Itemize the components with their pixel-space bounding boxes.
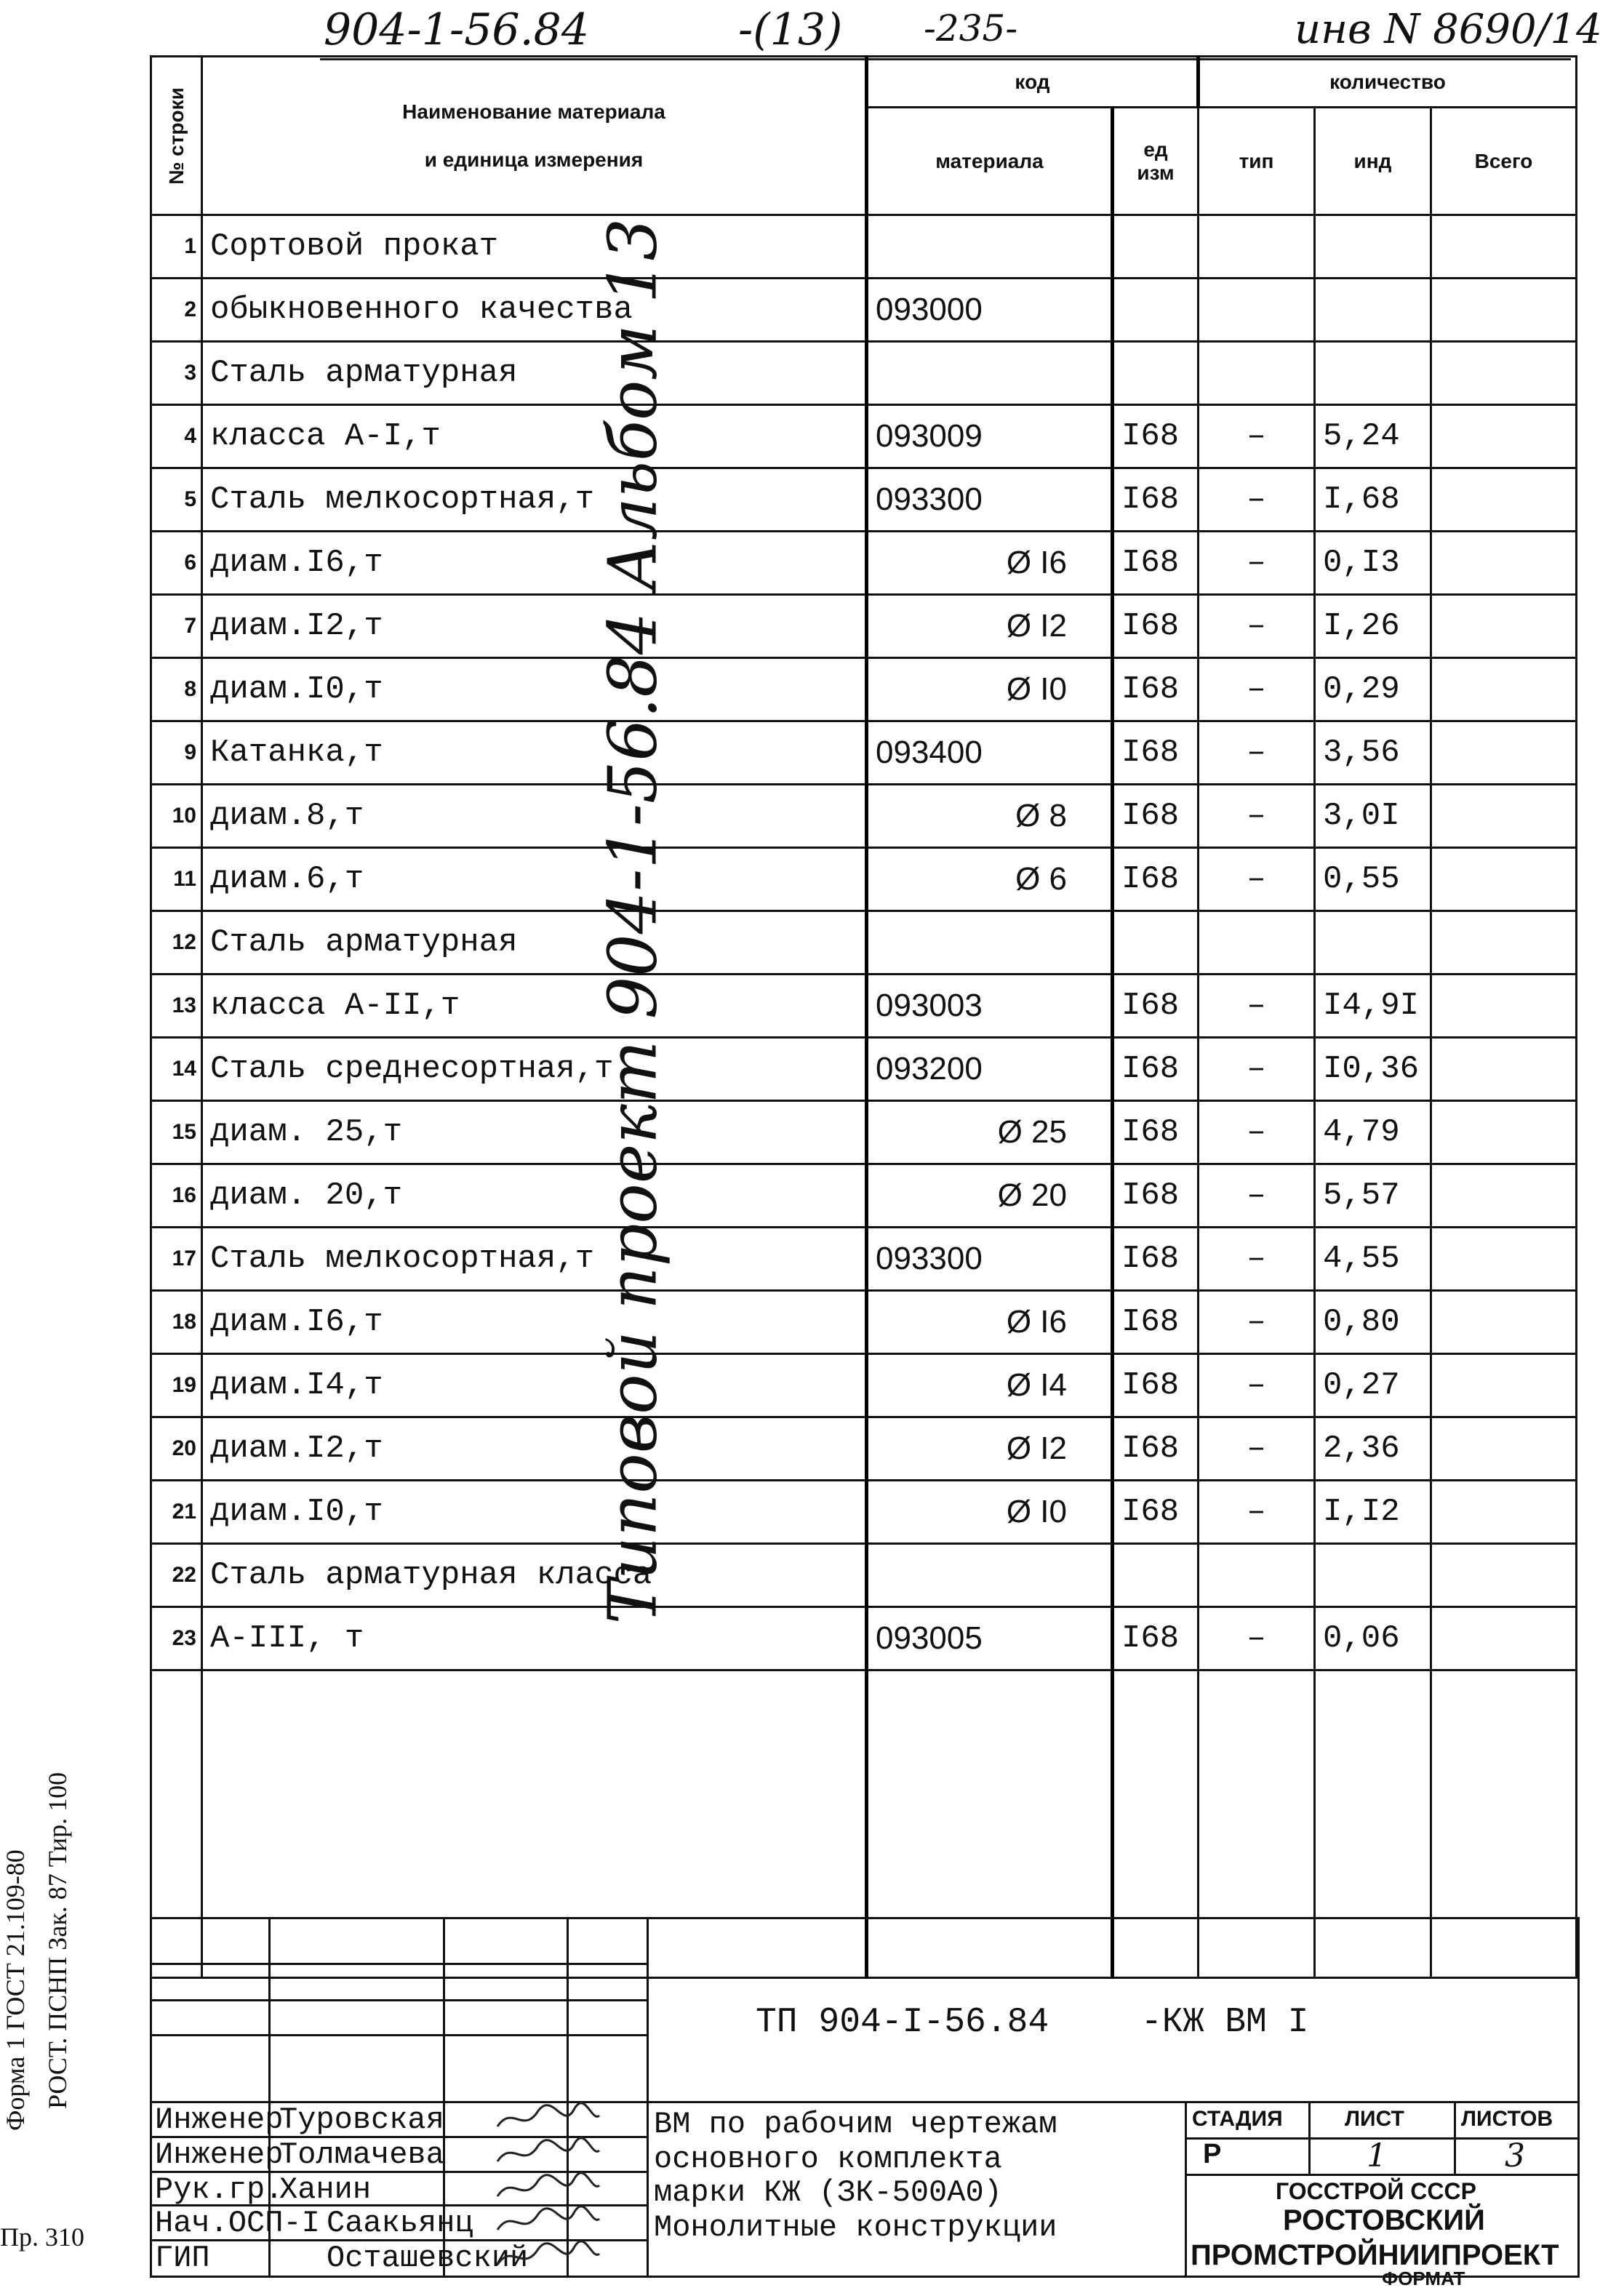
signer-name: Ханин: [279, 2172, 372, 2207]
material-code: 093200: [867, 1038, 1113, 1101]
qty-individual: 4,79: [1315, 1101, 1431, 1164]
unit-code: [1113, 342, 1199, 405]
table-row: [151, 342, 1577, 405]
row-number: 2: [151, 279, 202, 342]
qty-total: [1431, 1417, 1577, 1481]
qty-type: –: [1199, 1164, 1315, 1228]
signer-role: Рук.гр.: [155, 2172, 284, 2207]
unit-code: [1113, 911, 1199, 975]
table-row: [151, 911, 1577, 975]
table-row: [151, 595, 1577, 658]
row-number: 17: [151, 1228, 202, 1291]
qty-type: –: [1199, 658, 1315, 721]
row-number: 5: [151, 468, 202, 532]
qty-individual: 2,36: [1315, 1417, 1431, 1481]
header-rownum: № строки: [151, 57, 202, 215]
inventory-number-handwritten: инв N 8690/14: [1295, 6, 1602, 53]
table-row: [151, 1228, 1577, 1291]
material-code: 093009: [867, 405, 1113, 468]
org-line-1: ГОССТРОЙ СССР: [1276, 2178, 1476, 2204]
material-name: Сталь среднесортная,т: [202, 1038, 867, 1101]
material-code: Ø 25: [867, 1101, 1113, 1164]
stage-value: Р: [1203, 2139, 1222, 2169]
unit-code: I68: [1113, 1164, 1199, 1228]
desc-line-3: марки КЖ (ЗК-500А0): [654, 2175, 1002, 2210]
stage-label: СТАДИЯ: [1192, 2107, 1283, 2131]
qty-total: [1431, 658, 1577, 721]
material-code: [867, 215, 1113, 279]
material-name: класса А-I,т: [202, 405, 867, 468]
row-number: 19: [151, 1354, 202, 1417]
qty-individual: 0,29: [1315, 658, 1431, 721]
qty-type: –: [1199, 595, 1315, 658]
qty-type: [1199, 911, 1315, 975]
org-line-3: ПРОМСТРОЙНИИПРОЕКТ: [1191, 2239, 1559, 2271]
qty-type: [1199, 279, 1315, 342]
table-row: [151, 1354, 1577, 1417]
material-name: диам.I0,т: [202, 1481, 867, 1544]
desc-line-2: основного комплекта: [654, 2142, 1002, 2177]
material-code: Ø 20: [867, 1164, 1113, 1228]
material-code: Ø 8: [867, 785, 1113, 848]
qty-individual: [1315, 911, 1431, 975]
table-row: [151, 1291, 1577, 1354]
qty-total: [1431, 1164, 1577, 1228]
qty-type: [1199, 342, 1315, 405]
qty-total: [1431, 1354, 1577, 1417]
material-name: Сталь мелкосортная,т: [202, 468, 867, 532]
table-row: [151, 1417, 1577, 1481]
header-tip: тип: [1199, 108, 1315, 215]
unit-code: I68: [1113, 595, 1199, 658]
desc-line-4: Монолитные конструкции: [654, 2210, 1057, 2245]
qty-total: [1431, 1228, 1577, 1291]
qty-individual: 0,55: [1315, 848, 1431, 911]
margin-note-vertical: Типовой проект 904-1-56.84 Альбом 13: [593, 218, 672, 1625]
qty-type: –: [1199, 1607, 1315, 1670]
qty-type: [1199, 215, 1315, 279]
material-code: 093003: [867, 975, 1113, 1038]
qty-individual: [1315, 342, 1431, 405]
header-quantity: количество: [1199, 57, 1577, 108]
page-number-handwritten: -235-: [924, 7, 1018, 49]
material-code: [867, 342, 1113, 405]
table-row: [151, 1481, 1577, 1544]
material-name: Сталь арматурная класса: [202, 1544, 867, 1607]
table-row: [151, 1038, 1577, 1101]
qty-individual: I0,36: [1315, 1038, 1431, 1101]
row-number: 18: [151, 1291, 202, 1354]
unit-code: I68: [1113, 1038, 1199, 1101]
material-name: Сталь арматурная: [202, 911, 867, 975]
signer-name: Саакьянц: [327, 2206, 473, 2241]
material-code: 093005: [867, 1607, 1113, 1670]
qty-total: [1431, 532, 1577, 595]
pr-label: Пр. 310: [0, 2222, 84, 2252]
sheet-value: 1: [1367, 2137, 1387, 2174]
material-name: диам. 25,т: [202, 1101, 867, 1164]
qty-total: [1431, 279, 1577, 342]
material-name: А-III, т: [202, 1607, 867, 1670]
unit-code: I68: [1113, 1607, 1199, 1670]
qty-individual: I,68: [1315, 468, 1431, 532]
qty-individual: I4,9I: [1315, 975, 1431, 1038]
qty-type: –: [1199, 1481, 1315, 1544]
qty-individual: I,26: [1315, 595, 1431, 658]
qty-type: –: [1199, 975, 1315, 1038]
row-number: 9: [151, 721, 202, 785]
material-name: Сталь арматурная: [202, 342, 867, 405]
signer-role: ГИП: [155, 2241, 210, 2276]
unit-code: I68: [1113, 1354, 1199, 1417]
unit-code: I68: [1113, 848, 1199, 911]
doc-code: ТП 904-I-56.84: [756, 2003, 1049, 2042]
table-row: [151, 848, 1577, 911]
qty-individual: 4,55: [1315, 1228, 1431, 1291]
table-row: [151, 215, 1577, 279]
unit-code: I68: [1113, 532, 1199, 595]
row-number: 16: [151, 1164, 202, 1228]
qty-total: [1431, 785, 1577, 848]
unit-code: I68: [1113, 405, 1199, 468]
title-block: [150, 1917, 1580, 2278]
qty-total: [1431, 1544, 1577, 1607]
material-code: Ø I2: [867, 1417, 1113, 1481]
row-number: 13: [151, 975, 202, 1038]
qty-type: [1199, 1544, 1315, 1607]
qty-total: [1431, 848, 1577, 911]
qty-total: [1431, 1481, 1577, 1544]
unit-code: I68: [1113, 975, 1199, 1038]
signer-role: Инженер: [155, 2102, 284, 2137]
material-name: диам.I4,т: [202, 1354, 867, 1417]
unit-code: I68: [1113, 468, 1199, 532]
unit-code: [1113, 1544, 1199, 1607]
table-row: [151, 532, 1577, 595]
qty-total: [1431, 721, 1577, 785]
table-row: [151, 1101, 1577, 1164]
material-code: Ø I6: [867, 1291, 1113, 1354]
unit-code: [1113, 215, 1199, 279]
doc-mark: -КЖ ВМ I: [1141, 2003, 1309, 2042]
qty-individual: 0,27: [1315, 1354, 1431, 1417]
signature-scribble: [494, 2136, 603, 2171]
material-name: диам.8,т: [202, 785, 867, 848]
qty-individual: 0,I3: [1315, 532, 1431, 595]
qty-total: [1431, 1291, 1577, 1354]
sheets-label: ЛИСТОВ: [1461, 2107, 1553, 2131]
row-number: 1: [151, 215, 202, 279]
table-body: [151, 215, 1577, 1978]
table-row: [151, 975, 1577, 1038]
table-row: [151, 1164, 1577, 1228]
format-label: ФОРМАТ: [1382, 2268, 1465, 2289]
signer-name: Толмачева: [279, 2137, 444, 2172]
qty-type: –: [1199, 468, 1315, 532]
material-code: [867, 1544, 1113, 1607]
qty-individual: 3,0I: [1315, 785, 1431, 848]
row-number: 4: [151, 405, 202, 468]
row-number: 8: [151, 658, 202, 721]
table-row: [151, 721, 1577, 785]
material-name: диам.I0,т: [202, 658, 867, 721]
row-number: 14: [151, 1038, 202, 1101]
qty-individual: [1315, 1544, 1431, 1607]
header-ind: инд: [1315, 108, 1431, 215]
material-name: обыкновенного качества: [202, 279, 867, 342]
qty-type: –: [1199, 1038, 1315, 1101]
signature-scribble: [494, 2239, 603, 2274]
material-name: диам.6,т: [202, 848, 867, 911]
qty-type: –: [1199, 1291, 1315, 1354]
signer-role: Нач.ОСП-I: [155, 2206, 320, 2241]
desc-line-1: ВМ по рабочим чертежам: [654, 2107, 1057, 2142]
qty-individual: 5,24: [1315, 405, 1431, 468]
row-number: 10: [151, 785, 202, 848]
unit-code: I68: [1113, 1228, 1199, 1291]
header-kod: код: [867, 57, 1199, 108]
album-number-handwritten: -(13): [738, 4, 843, 55]
material-name: Сталь мелкосортная,т: [202, 1228, 867, 1291]
material-name: диам.I6,т: [202, 532, 867, 595]
sheets-value: 3: [1505, 2137, 1525, 2174]
table-row: [151, 658, 1577, 721]
qty-type: –: [1199, 1354, 1315, 1417]
print-run-label: РОСТ. ПСНП Зак. 87 Тир. 100: [43, 1772, 72, 2109]
table-row: [151, 1544, 1577, 1607]
qty-individual: 3,56: [1315, 721, 1431, 785]
qty-individual: 0,06: [1315, 1607, 1431, 1670]
row-number: 22: [151, 1544, 202, 1607]
material-name: диам.I2,т: [202, 1417, 867, 1481]
unit-code: I68: [1113, 1101, 1199, 1164]
material-code: 093000: [867, 279, 1113, 342]
unit-code: I68: [1113, 1291, 1199, 1354]
header-name: Наименование материала и единица измерения: [202, 57, 867, 215]
material-code: 093300: [867, 468, 1113, 532]
material-name: диам.I6,т: [202, 1291, 867, 1354]
qty-total: [1431, 911, 1577, 975]
signer-name: Туровская: [279, 2102, 444, 2137]
material-code: 093400: [867, 721, 1113, 785]
org-line-2: РОСТОВСКИЙ: [1283, 2204, 1485, 2236]
material-name: Сортовой прокат: [202, 215, 867, 279]
material-code: 093300: [867, 1228, 1113, 1291]
qty-type: –: [1199, 405, 1315, 468]
sheet-label: ЛИСТ: [1345, 2107, 1404, 2131]
qty-individual: I,I2: [1315, 1481, 1431, 1544]
material-name: класса А-II,т: [202, 975, 867, 1038]
unit-code: [1113, 279, 1199, 342]
qty-individual: 5,57: [1315, 1164, 1431, 1228]
qty-type: –: [1199, 1228, 1315, 1291]
material-code: Ø I0: [867, 658, 1113, 721]
table-header-row-1: [151, 57, 1577, 108]
table-row: [151, 1607, 1577, 1670]
row-number: 20: [151, 1417, 202, 1481]
header-material: материала: [867, 108, 1113, 215]
qty-total: [1431, 468, 1577, 532]
table-row: [151, 468, 1577, 532]
material-code: Ø I6: [867, 532, 1113, 595]
qty-individual: [1315, 279, 1431, 342]
material-code: Ø I0: [867, 1481, 1113, 1544]
row-number: 7: [151, 595, 202, 658]
material-code: Ø I2: [867, 595, 1113, 658]
signer-name: Осташевский: [327, 2241, 529, 2276]
unit-code: I68: [1113, 1481, 1199, 1544]
signature-scribble: [494, 2204, 603, 2239]
qty-type: –: [1199, 848, 1315, 911]
row-number: 21: [151, 1481, 202, 1544]
unit-code: I68: [1113, 721, 1199, 785]
table-row: [151, 785, 1577, 848]
row-number: 12: [151, 911, 202, 975]
signature-scribble: [494, 2101, 603, 2136]
qty-total: [1431, 405, 1577, 468]
material-name: Катанка,т: [202, 721, 867, 785]
header-total: Всего: [1431, 108, 1577, 215]
unit-code: I68: [1113, 1417, 1199, 1481]
unit-code: I68: [1113, 658, 1199, 721]
row-number: 6: [151, 532, 202, 595]
row-number: 3: [151, 342, 202, 405]
document-code-handwritten: 904-1-56.84: [324, 4, 590, 55]
table-row: [151, 279, 1577, 342]
row-number: 11: [151, 848, 202, 911]
material-name: диам. 20,т: [202, 1164, 867, 1228]
signature-scribble: [494, 2171, 603, 2206]
unit-code: I68: [1113, 785, 1199, 848]
table-row: [151, 405, 1577, 468]
qty-total: [1431, 595, 1577, 658]
header-unit: ед изм: [1113, 108, 1199, 215]
material-code: Ø I4: [867, 1354, 1113, 1417]
row-number: 23: [151, 1607, 202, 1670]
qty-total: [1431, 342, 1577, 405]
qty-total: [1431, 1101, 1577, 1164]
qty-type: –: [1199, 1417, 1315, 1481]
materials-table: [150, 55, 1577, 1979]
signer-role: Инженер: [155, 2137, 284, 2172]
qty-total: [1431, 1038, 1577, 1101]
qty-type: –: [1199, 1101, 1315, 1164]
qty-type: –: [1199, 532, 1315, 595]
qty-individual: 0,80: [1315, 1291, 1431, 1354]
qty-individual: [1315, 215, 1431, 279]
qty-total: [1431, 1607, 1577, 1670]
material-name: диам.I2,т: [202, 595, 867, 658]
material-code: [867, 911, 1113, 975]
qty-type: –: [1199, 785, 1315, 848]
form-label: Форма 1 ГОСТ 21.109-80: [1, 1849, 30, 2131]
qty-total: [1431, 215, 1577, 279]
qty-type: –: [1199, 721, 1315, 785]
material-code: Ø 6: [867, 848, 1113, 911]
row-number: 15: [151, 1101, 202, 1164]
qty-total: [1431, 975, 1577, 1038]
